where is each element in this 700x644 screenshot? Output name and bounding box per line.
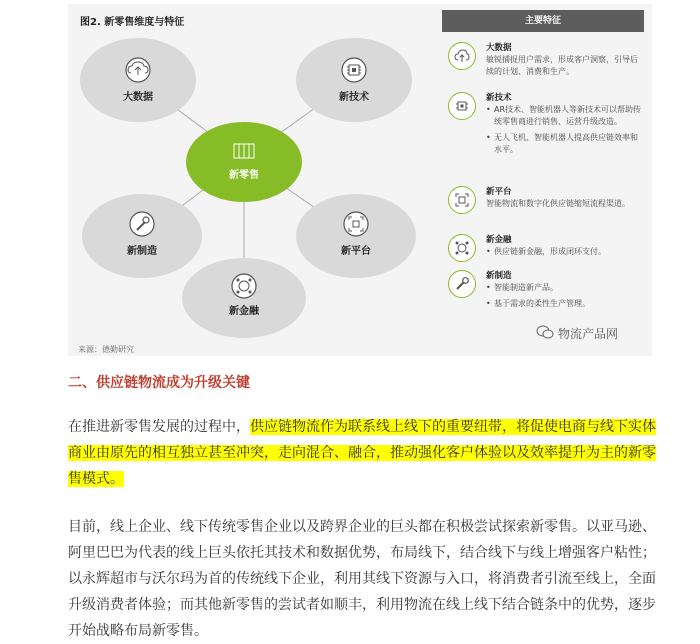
cloud-upload-icon <box>448 42 476 70</box>
feature-text: 智能物流和数字化供应链缩短流程渠道。 <box>486 199 630 208</box>
watermark-text: 物流产品网 <box>558 327 619 341</box>
figure-title: 图2. 新零售维度与特征 <box>80 17 185 28</box>
node-label-new-manufacturing: 新制造 <box>127 246 157 257</box>
node-label-new-tech: 新技术 <box>339 92 369 103</box>
figure-source: 来源：德勤研究 <box>78 345 134 354</box>
node-new-tech <box>296 38 412 122</box>
feature-bullet: • 供应链新金融，形成闭环支付。 <box>486 247 606 256</box>
node-center-new-retail <box>186 122 302 202</box>
node-label-center: 新零售 <box>229 170 259 181</box>
feature-bullet: • 智能制造新产品。 <box>486 283 558 292</box>
diagram <box>68 4 438 344</box>
watermark <box>536 325 618 342</box>
feature-title: 新金融 <box>486 235 512 245</box>
node-new-finance <box>182 258 306 338</box>
wrench-icon <box>448 270 476 298</box>
wechat-icon <box>536 325 554 342</box>
feature-title: 新技术 <box>486 93 512 103</box>
frame-icon <box>448 186 476 214</box>
node-label-big-data: 大数据 <box>123 92 153 103</box>
paragraph-1-highlight: 供应链物流作为联系线上线下的重要纽带，将促使电商与线下实体商业由原先的相互独立甚至冲突，走向混合、融合，推动强化客户体验以及效率提升为主的新零售模式。 <box>68 419 656 487</box>
node-new-platform <box>296 194 416 278</box>
chip-icon <box>448 92 476 120</box>
panel-header: 主要特征 <box>442 10 644 32</box>
figure <box>68 4 652 356</box>
feature-bullet: • 无人飞机、智能机器人提高供应链效率和水平。 <box>486 133 638 154</box>
paragraph-2: 目前，线上企业、线下传统零售企业以及跨界企业的巨头都在积极尝试探索新零售。以亚马逊、阿里巴巴为代表的线上巨头依托其技术和数据优势，布局线下，结合线下与线上增强客户粘性；以永辉超市与沃尔玛为首的传统线下企业，利用其线下资源与入口，将消费者引流至线上，全面升级消费者体验；而其他新零售的尝试者如顺丰，利用物流在线上线下结合链条中的优势，逐步开始战略布局新零售。 <box>68 519 656 639</box>
feature-bullet: • 基于需求的柔性生产管理。 <box>486 299 590 308</box>
feature-title: 新制造 <box>486 271 512 281</box>
node-label-new-finance: 新金融 <box>229 306 259 317</box>
paragraph-1-plain: 在推进新零售发展的过程中， <box>68 419 250 435</box>
section-heading: 二、供应链物流成为升级关键 <box>68 375 250 391</box>
coins-icon <box>448 234 476 262</box>
paragraph-1 <box>68 414 658 492</box>
node-big-data <box>80 38 196 122</box>
feature-title: 新平台 <box>486 187 512 197</box>
node-new-manufacturing <box>82 194 202 278</box>
node-label-new-platform: 新平台 <box>341 246 371 257</box>
features-panel <box>442 10 644 340</box>
feature-bullet: • AR技术、智能机器人等新技术可以帮助传统零售商进行销售、运营升级改造。 <box>486 105 642 126</box>
feature-text: 敏锐捕捉用户需求，形成客户洞察，引导后续的计划、消费和生产。 <box>486 55 638 76</box>
feature-title: 大数据 <box>486 43 512 53</box>
